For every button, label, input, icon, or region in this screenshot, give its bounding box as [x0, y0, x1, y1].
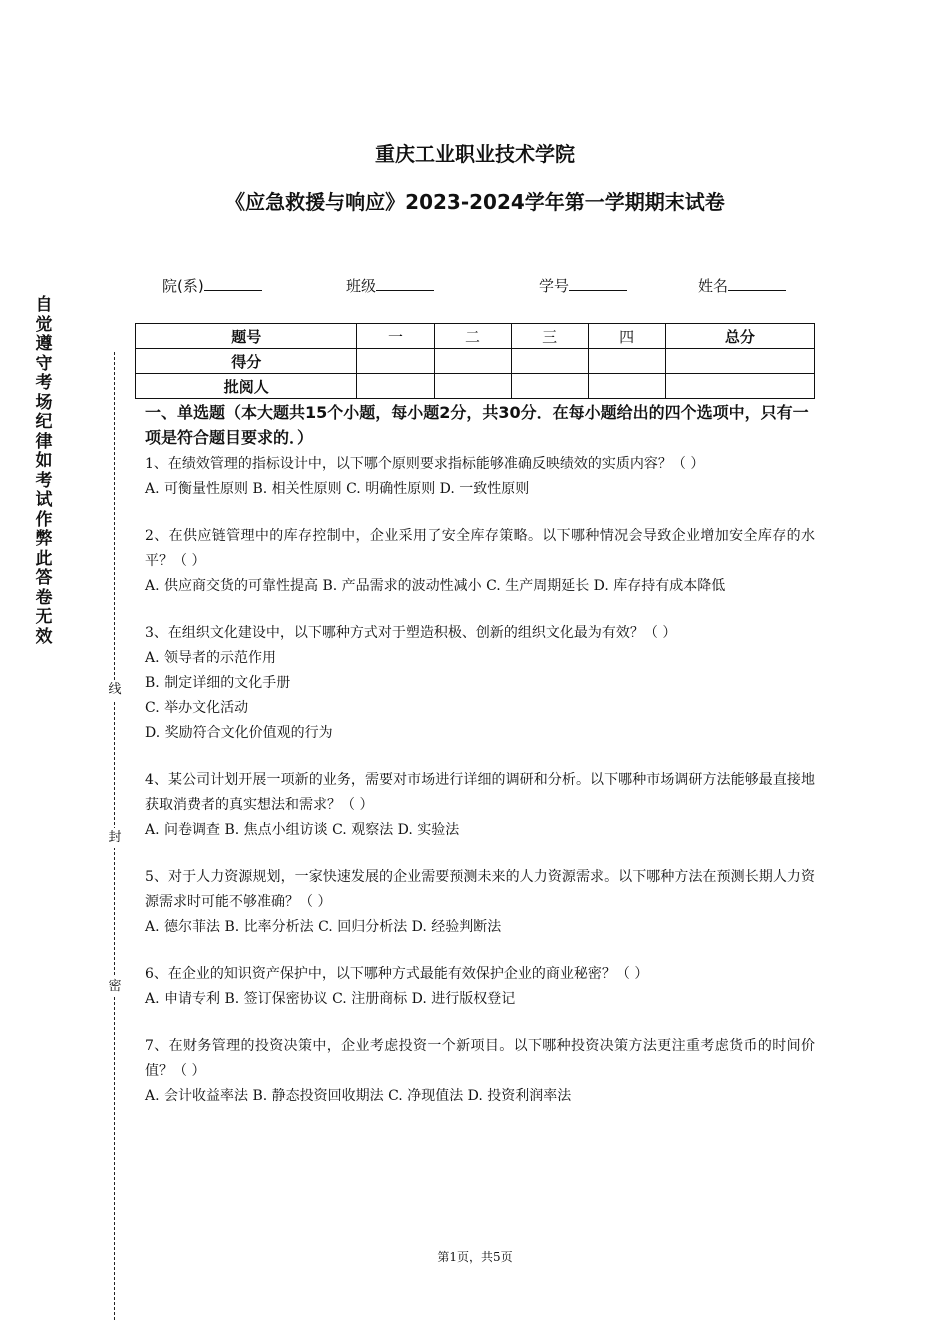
- question-stem: 3、在组织文化建设中，以下哪种方式对于塑造积极、创新的组织文化最为有效？（ ）: [145, 625, 677, 641]
- question-options: A. 问卷调查 B. 焦点小组访谈 C. 观察法 D. 实验法: [145, 822, 460, 838]
- score-cell: [434, 349, 511, 374]
- score-cell: [434, 374, 511, 399]
- seal-marker-line: 线: [105, 680, 125, 700]
- info-label: 姓名: [698, 277, 729, 295]
- question-stem: 2、在供应链管理中的库存控制中，企业采用了安全库存策略。以下哪种情况会导致企业增加安全库存的水平？（ ）: [145, 528, 815, 569]
- question-section: [145, 400, 815, 1109]
- score-table: [135, 323, 815, 399]
- question-option: C. 举办文化活动: [145, 700, 249, 716]
- column-header: 三: [511, 324, 588, 349]
- score-cell: [665, 374, 814, 399]
- info-field-department: [162, 275, 262, 296]
- info-label: 学号: [539, 277, 570, 295]
- question-option: A. 领导者的示范作用: [145, 650, 277, 666]
- question-stem: 5、对于人力资源规划，一家快速发展的企业需要预测未来的人力资源需求。以下哪种方法在预测长期人力资源需求时可能不够准确？（ ）: [145, 869, 815, 910]
- school-name: 重庆工业职业技术学院: [375, 142, 575, 166]
- fill-line: [728, 276, 786, 291]
- fill-line: [376, 276, 434, 291]
- info-field-student-id: [539, 275, 627, 296]
- table-row: [136, 349, 815, 374]
- seal-marker-seal: 封: [105, 828, 125, 848]
- fill-line: [569, 276, 627, 291]
- question-option: B. 制定详细的文化手册: [145, 675, 291, 691]
- exam-title: 《应急救援与响应》2023-2024学年第一学期期末试卷: [225, 190, 725, 214]
- question-stem: 4、某公司计划开展一项新的业务，需要对市场进行详细的调研和分析。以下哪种市场调研方法能够最直接地获取消费者的真实想法和需求？（ ）: [145, 772, 815, 813]
- column-header: 二: [434, 324, 511, 349]
- info-label: 班级: [346, 277, 377, 295]
- score-cell: [588, 374, 665, 399]
- info-field-class: [346, 275, 434, 296]
- row-label: 得分: [136, 349, 357, 374]
- exam-discipline-notice: 自觉遵守考场纪律如考试作弊此答卷无效: [35, 295, 53, 647]
- question-options: A. 供应商交货的可靠性提高 B. 产品需求的波动性减小 C. 生产周期延长 D. 库存持有成本降低: [145, 578, 726, 594]
- question-2: [145, 524, 815, 599]
- section-heading: 一、单选题（本大题共15个小题，每小题2分，共30分．在每小题给出的四个选项中，只有一项是符合题目要求的．）: [145, 403, 809, 447]
- question-options: A. 可衡量性原则 B. 相关性原则 C. 明确性原则 D. 一致性原则: [145, 481, 530, 497]
- score-cell: [588, 349, 665, 374]
- info-field-name: [698, 275, 786, 296]
- score-cell: [357, 349, 434, 374]
- question-stem: 6、在企业的知识资产保护中，以下哪种方式最能有效保护企业的商业秘密？（ ）: [145, 966, 649, 982]
- page-footer: 第1页，共5页: [437, 1250, 513, 1264]
- score-cell: [357, 374, 434, 399]
- score-cell: [665, 349, 814, 374]
- question-3: [145, 621, 815, 746]
- row-label: 批阅人: [136, 374, 357, 399]
- question-1: [145, 452, 815, 502]
- seal-marker-secret: 密: [105, 977, 125, 997]
- question-4: [145, 768, 815, 843]
- table-row: [136, 324, 815, 349]
- column-header: 四: [588, 324, 665, 349]
- column-header: 一: [357, 324, 434, 349]
- row-label: 题号: [136, 324, 357, 349]
- score-cell: [511, 349, 588, 374]
- column-header: 总分: [665, 324, 814, 349]
- question-option: D. 奖励符合文化价值观的行为: [145, 725, 333, 741]
- question-stem: 1、在绩效管理的指标设计中，以下哪个原则要求指标能够准确反映绩效的实质内容？（ ）: [145, 456, 705, 472]
- question-options: A. 会计收益率法 B. 静态投资回收期法 C. 净现值法 D. 投资利润率法: [145, 1088, 572, 1104]
- question-stem: 7、在财务管理的投资决策中，企业考虑投资一个新项目。以下哪种投资决策方法更注重考虑货币的时间价值？（ ）: [145, 1038, 815, 1079]
- info-label: 院(系): [162, 277, 204, 295]
- score-cell: [511, 374, 588, 399]
- question-options: A. 德尔菲法 B. 比率分析法 C. 回归分析法 D. 经验判断法: [145, 919, 502, 935]
- question-options: A. 申请专利 B. 签订保密协议 C. 注册商标 D. 进行版权登记: [145, 991, 516, 1007]
- fill-line: [204, 276, 262, 291]
- question-7: [145, 1034, 815, 1109]
- table-row: [136, 374, 815, 399]
- question-5: [145, 865, 815, 940]
- question-6: [145, 962, 815, 1012]
